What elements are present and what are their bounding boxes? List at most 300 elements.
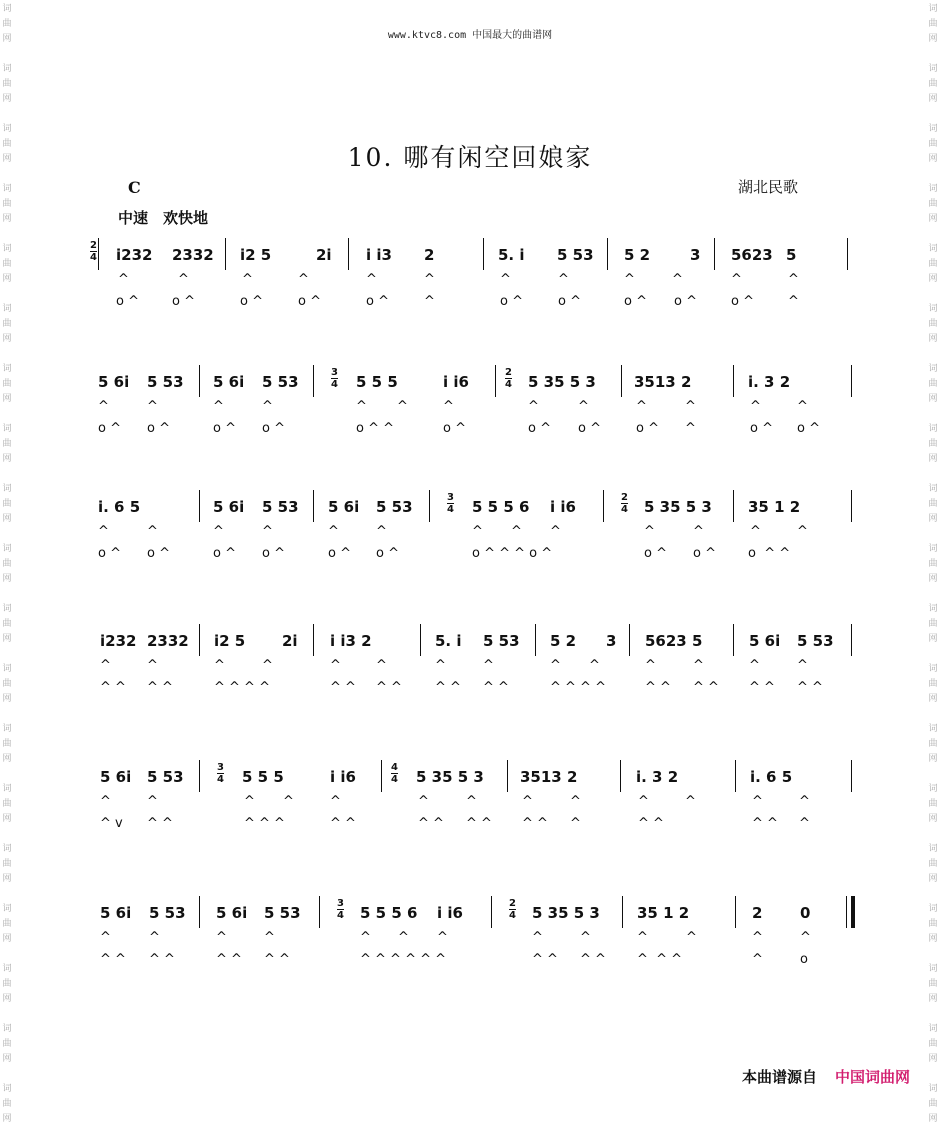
articulation-mark: o ^ <box>213 421 236 436</box>
margin-watermark-char: 网 <box>2 574 12 584</box>
accent-mark: ^ <box>178 272 189 287</box>
note-group: 5 5 5 <box>356 373 398 391</box>
site-header[interactable]: www.ktvc8.com 中国最大的曲谱网 <box>387 30 553 41</box>
accent-mark: ^ <box>472 524 483 539</box>
margin-watermark-char: 曲 <box>2 859 12 869</box>
margin-watermark-char: 词 <box>928 1084 938 1094</box>
margin-watermark-char: 网 <box>2 214 12 224</box>
time-signature <box>331 367 338 390</box>
score-row <box>0 492 940 568</box>
accent-mark: ^ <box>98 399 109 414</box>
note-group: 5 <box>786 246 797 264</box>
time-signature <box>447 492 454 515</box>
margin-watermark-char: 曲 <box>2 499 12 509</box>
margin-watermark-char: 曲 <box>2 619 12 629</box>
accent-mark: ^ <box>100 930 111 945</box>
accent-mark: ^ <box>213 399 224 414</box>
time-signature-denominator: 4 <box>337 910 344 921</box>
articulation-mark: o ^ <box>731 294 754 309</box>
time-signature-denominator: 4 <box>90 252 97 263</box>
accent-mark: ^ <box>589 658 600 673</box>
time-signature <box>509 898 516 921</box>
articulation-mark: ^ <box>570 816 581 831</box>
articulation-mark: o ^ <box>366 294 389 309</box>
articulation-mark: ^ ^ <box>522 816 548 831</box>
accent-mark: ^ <box>330 794 341 809</box>
note-group: i232 <box>116 246 153 264</box>
articulation-mark: ^ ^ ^ ^ ^ ^ <box>360 952 447 967</box>
bar-line <box>735 896 736 928</box>
final-bar-line <box>846 896 847 928</box>
margin-watermark-char: 曲 <box>2 79 12 89</box>
note-group: 2332 <box>172 246 214 264</box>
accent-mark: ^ <box>466 794 477 809</box>
time-signature-numerator: 3 <box>331 367 338 378</box>
accent-mark: ^ <box>624 272 635 287</box>
margin-watermark-char: 网 <box>928 814 938 824</box>
articulation-mark: ^ ^ <box>330 680 356 695</box>
articulation-mark: ^ ^ <box>752 816 778 831</box>
margin-watermark-char: 词 <box>2 724 12 734</box>
accent-mark: ^ <box>214 658 225 673</box>
bar-line <box>733 490 734 522</box>
accent-mark: ^ <box>100 658 111 673</box>
bar-line <box>225 238 226 270</box>
margin-watermark-char: 网 <box>928 454 938 464</box>
note-group: i i6 <box>443 373 469 391</box>
margin-watermark-char: 曲 <box>928 499 938 509</box>
margin-watermark-char: 网 <box>928 34 938 44</box>
accent-mark: ^ <box>147 794 158 809</box>
bar-line <box>199 896 200 928</box>
articulation-mark: ^ <box>752 952 763 967</box>
articulation-mark: ^ ^ <box>532 952 558 967</box>
margin-watermark-char: 词 <box>928 304 938 314</box>
note-group: i i3 2 <box>330 632 372 650</box>
note-group: 5 53 <box>147 373 184 391</box>
bar-line <box>714 238 715 270</box>
bar-line <box>313 624 314 656</box>
margin-watermark-char: 网 <box>928 694 938 704</box>
margin-watermark-char: 曲 <box>928 259 938 269</box>
articulation-mark: ^ ^ <box>330 816 356 831</box>
margin-watermark-char: 曲 <box>928 379 938 389</box>
margin-watermark-char: 词 <box>928 64 938 74</box>
accent-mark: ^ <box>376 524 387 539</box>
articulation-mark: ^ ^ <box>638 816 664 831</box>
articulation-mark: o ^ <box>624 294 647 309</box>
articulation-mark: o ^ <box>644 546 667 561</box>
articulation-mark: o ^ <box>147 546 170 561</box>
margin-watermark-char: 词 <box>2 964 12 974</box>
accent-mark: ^ <box>752 794 763 809</box>
note-group: 0 <box>800 904 811 922</box>
margin-watermark-char: 曲 <box>2 439 12 449</box>
note-group: i. 6 5 <box>750 768 793 786</box>
time-signature-denominator: 4 <box>505 379 512 390</box>
accent-mark: ^ <box>98 524 109 539</box>
bar-line <box>607 238 608 270</box>
accent-mark: ^ <box>149 930 160 945</box>
margin-watermark-char: 词 <box>928 904 938 914</box>
accent-mark: ^ <box>356 399 367 414</box>
margin-watermark-char: 词 <box>2 184 12 194</box>
articulation-mark: o ^ <box>750 421 773 436</box>
bar-line <box>851 760 852 792</box>
margin-watermark-char: 词 <box>928 1024 938 1034</box>
song-title: 10. 哪有闲空回娘家 <box>347 143 593 172</box>
margin-watermark-char: 曲 <box>2 1039 12 1049</box>
margin-watermark-char: 网 <box>2 514 12 524</box>
time-signature <box>217 762 224 785</box>
note-group: 5 6i <box>749 632 781 650</box>
accent-mark: ^ <box>558 272 569 287</box>
articulation-mark: o ^ ^ ^ o ^ <box>472 546 553 561</box>
note-group: 5623 <box>731 246 773 264</box>
accent-mark: ^ <box>693 524 704 539</box>
note-group: 5 53 <box>262 498 299 516</box>
margin-watermark-char: 词 <box>2 904 12 914</box>
note-group: 5 35 5 3 <box>644 498 712 516</box>
margin-watermark-char: 曲 <box>2 919 12 929</box>
bar-line <box>735 760 736 792</box>
note-group: 5 2 <box>624 246 651 264</box>
accent-mark: ^ <box>443 399 454 414</box>
margin-watermark-char: 曲 <box>928 199 938 209</box>
bar-line <box>313 490 314 522</box>
margin-watermark-char: 词 <box>928 544 938 554</box>
articulation-mark: o ^ <box>528 421 551 436</box>
margin-watermark-char: 曲 <box>928 79 938 89</box>
note-group: 5623 5 <box>645 632 703 650</box>
accent-mark: ^ <box>366 272 377 287</box>
margin-watermark-char: 网 <box>2 94 12 104</box>
time-signature <box>505 367 512 390</box>
note-group: 5 35 5 3 <box>532 904 600 922</box>
accent-mark: ^ <box>532 930 543 945</box>
accent-mark: ^ <box>797 399 808 414</box>
bar-line <box>199 760 200 792</box>
margin-watermark-char: 曲 <box>928 19 938 29</box>
margin-watermark-char: 网 <box>2 814 12 824</box>
articulation-mark: ^ ^ ^ <box>637 952 683 967</box>
accent-mark: ^ <box>397 399 408 414</box>
margin-watermark-char: 曲 <box>928 559 938 569</box>
margin-watermark-char: 曲 <box>2 139 12 149</box>
articulation-mark: o ^ <box>240 294 263 309</box>
note-group: 3 <box>690 246 701 264</box>
note-group: 5 53 <box>376 498 413 516</box>
bar-line <box>420 624 421 656</box>
articulation-mark: ^ ^ <box>466 816 492 831</box>
note-group: 35 1 2 <box>748 498 801 516</box>
margin-watermark-char: 曲 <box>2 199 12 209</box>
margin-watermark-char: 词 <box>928 484 938 494</box>
time-signature-denominator: 4 <box>509 910 516 921</box>
articulation-mark: o ^ ^ <box>356 421 395 436</box>
note-group: 35 1 2 <box>637 904 690 922</box>
note-group: 2 <box>424 246 435 264</box>
margin-watermark-char: 网 <box>928 334 938 344</box>
margin-watermark-char: 网 <box>2 334 12 344</box>
note-group: 5 6i <box>213 498 245 516</box>
margin-watermark-char: 网 <box>2 1114 12 1124</box>
accent-mark: ^ <box>147 399 158 414</box>
time-signature-numerator: 4 <box>391 762 398 773</box>
articulation-mark: o ^ <box>376 546 399 561</box>
margin-watermark-char: 词 <box>2 544 12 554</box>
note-group: 3513 2 <box>520 768 578 786</box>
margin-watermark-char: 曲 <box>928 799 938 809</box>
note-group: 5 35 5 3 <box>416 768 484 786</box>
note-group: 5 2 <box>550 632 577 650</box>
articulation-mark: o ^ <box>262 546 285 561</box>
accent-mark: ^ <box>213 524 224 539</box>
articulation-mark: ^ ^ <box>216 952 242 967</box>
accent-mark: ^ <box>330 658 341 673</box>
margin-watermark-char: 网 <box>2 874 12 884</box>
accent-mark: ^ <box>788 272 799 287</box>
note-group: 5 6i <box>216 904 248 922</box>
note-group: i. 3 2 <box>636 768 679 786</box>
articulation-mark: o ^ <box>578 421 601 436</box>
bar-line <box>851 490 852 522</box>
accent-mark: ^ <box>500 272 511 287</box>
note-group: 5. i <box>435 632 462 650</box>
margin-watermark-char: 曲 <box>928 919 938 929</box>
bar-line <box>319 896 320 928</box>
score-row <box>0 240 940 316</box>
accent-mark: ^ <box>550 524 561 539</box>
bar-line <box>535 624 536 656</box>
score-row <box>0 632 940 702</box>
margin-watermark-char: 网 <box>928 274 938 284</box>
articulation-mark: ^ ^ <box>100 952 126 967</box>
accent-mark: ^ <box>686 930 697 945</box>
margin-watermark-char: 网 <box>2 694 12 704</box>
margin-watermark-char: 词 <box>928 364 938 374</box>
accent-mark: ^ <box>437 930 448 945</box>
articulation-mark: o ^ <box>98 546 121 561</box>
accent-mark: ^ <box>262 399 273 414</box>
time-signature-numerator: 2 <box>509 898 516 909</box>
time-signature-denominator: 4 <box>621 504 628 515</box>
score-row <box>0 898 940 974</box>
articulation-mark: o ^ ^ <box>748 546 791 561</box>
margin-watermark-char: 词 <box>928 844 938 854</box>
bar-line <box>507 760 508 792</box>
margin-watermark-char: 曲 <box>928 319 938 329</box>
articulation-mark: o ^ <box>500 294 523 309</box>
note-group: 5 6i <box>98 373 130 391</box>
margin-watermark-char: 曲 <box>2 259 12 269</box>
accent-mark: ^ <box>424 272 435 287</box>
margin-watermark-char: 词 <box>2 4 12 14</box>
margin-watermark-char: 网 <box>928 874 938 884</box>
articulation-mark: o ^ <box>443 421 466 436</box>
margin-watermark-char: 曲 <box>928 859 938 869</box>
articulation-mark: o ^ <box>172 294 195 309</box>
accent-mark: ^ <box>242 272 253 287</box>
articulation-mark: ^ ^ <box>645 680 671 695</box>
articulation-mark: o ^ <box>797 421 820 436</box>
note-group: 5 5 5 6 <box>472 498 530 516</box>
articulation-mark: o ^ <box>298 294 321 309</box>
margin-watermark-char: 词 <box>928 184 938 194</box>
accent-mark: ^ <box>799 794 810 809</box>
note-group: 5 53 <box>264 904 301 922</box>
margin-watermark-char: 曲 <box>2 799 12 809</box>
note-group: 2i <box>282 632 298 650</box>
accent-mark: ^ <box>693 658 704 673</box>
note-group: 2332 <box>147 632 189 650</box>
source-note: 湖北民歌 <box>738 178 799 196</box>
time-signature-numerator: 3 <box>337 898 344 909</box>
bar-line <box>620 760 621 792</box>
margin-watermark-char: 词 <box>928 424 938 434</box>
accent-mark: ^ <box>731 272 742 287</box>
margin-watermark-char: 词 <box>928 604 938 614</box>
accent-mark: ^ <box>749 658 760 673</box>
bar-line <box>429 490 430 522</box>
margin-watermark-char: 曲 <box>928 439 938 449</box>
articulation-mark: ^ ^ <box>100 680 126 695</box>
articulation-mark: o ^ <box>636 421 659 436</box>
accent-mark: ^ <box>398 930 409 945</box>
accent-mark: ^ <box>100 794 111 809</box>
margin-watermark-char: 词 <box>2 244 12 254</box>
articulation-mark: ^ ^ <box>797 680 823 695</box>
bar-line <box>629 624 630 656</box>
articulation-mark: ^ ^ <box>580 952 606 967</box>
accent-mark: ^ <box>570 794 581 809</box>
margin-watermark-char: 词 <box>2 124 12 134</box>
bar-line <box>733 365 734 397</box>
accent-mark: ^ <box>418 794 429 809</box>
margin-watermark-char: 网 <box>928 154 938 164</box>
accent-mark: ^ <box>244 794 255 809</box>
bar-line <box>847 238 848 270</box>
margin-watermark-char: 词 <box>2 64 12 74</box>
articulation-mark: ^ ^ <box>147 680 173 695</box>
margin-watermark-char: 网 <box>928 1054 938 1064</box>
footer-brand-link[interactable]: 中国词曲网 <box>834 1068 910 1086</box>
articulation-mark: ^ <box>685 421 696 436</box>
accent-mark: ^ <box>511 524 522 539</box>
margin-watermark-char: 网 <box>928 514 938 524</box>
margin-watermark-char: 曲 <box>928 1099 938 1109</box>
bar-line <box>495 365 496 397</box>
margin-watermark-char: 网 <box>928 634 938 644</box>
margin-watermark-char: 词 <box>2 844 12 854</box>
articulation-mark: o ^ <box>262 421 285 436</box>
articulation-mark: ^ ^ <box>376 680 402 695</box>
accent-mark: ^ <box>638 794 649 809</box>
note-group: i2 5 <box>240 246 272 264</box>
time-signature-numerator: 3 <box>217 762 224 773</box>
margin-watermark-char: 曲 <box>2 679 12 689</box>
bar-line <box>603 490 604 522</box>
margin-watermark-char: 曲 <box>928 1039 938 1049</box>
margin-watermark-char: 网 <box>928 214 938 224</box>
articulation-mark: o ^ <box>98 421 121 436</box>
bar-line <box>199 365 200 397</box>
note-group: i. 3 2 <box>748 373 791 391</box>
margin-watermark-char: 网 <box>928 1114 938 1124</box>
margin-watermark-char: 曲 <box>928 979 938 989</box>
accent-mark: ^ <box>685 399 696 414</box>
accent-mark: ^ <box>797 658 808 673</box>
note-group: i2 5 <box>214 632 246 650</box>
note-group: 5 6i <box>100 768 132 786</box>
articulation-mark: o ^ <box>328 546 351 561</box>
margin-watermark-char: 词 <box>928 784 938 794</box>
margin-watermark-char: 词 <box>2 304 12 314</box>
note-group: 5 6i <box>100 904 132 922</box>
margin-watermark-char: 网 <box>2 274 12 284</box>
articulation-mark: ^ v <box>100 816 123 831</box>
accent-mark: ^ <box>580 930 591 945</box>
margin-watermark-char: 网 <box>2 1054 12 1064</box>
articulation-mark: ^ ^ <box>147 816 173 831</box>
time-signature <box>90 240 97 263</box>
articulation-mark: ^ <box>799 816 810 831</box>
articulation-mark: ^ ^ ^ ^ <box>214 680 270 695</box>
time-signature <box>621 492 628 515</box>
bar-line <box>491 896 492 928</box>
articulation-mark: ^ ^ <box>483 680 509 695</box>
accent-mark: ^ <box>645 658 656 673</box>
accent-mark: ^ <box>550 658 561 673</box>
bar-line <box>851 624 852 656</box>
margin-watermark-char: 词 <box>928 664 938 674</box>
accent-mark: ^ <box>435 658 446 673</box>
note-group: 5 6i <box>328 498 360 516</box>
score-row <box>0 762 940 838</box>
note-group: i i6 <box>330 768 356 786</box>
note-group: i i3 <box>366 246 392 264</box>
accent-mark: ^ <box>216 930 227 945</box>
note-group: 5 5 5 6 <box>360 904 418 922</box>
margin-watermark-char: 词 <box>2 484 12 494</box>
articulation-mark: o ^ <box>674 294 697 309</box>
time-signature <box>391 762 398 785</box>
margin-watermark-char: 词 <box>928 964 938 974</box>
bar-line <box>851 365 852 397</box>
bar-line <box>621 365 622 397</box>
articulation-mark: o ^ <box>213 546 236 561</box>
margin-watermark-char: 网 <box>2 994 12 1004</box>
bar-line <box>483 238 484 270</box>
note-group: i. 6 5 <box>98 498 141 516</box>
articulation-mark: o ^ <box>147 421 170 436</box>
articulation-mark: o <box>800 952 808 967</box>
margin-watermark-char: 词 <box>2 1024 12 1034</box>
note-group: i232 <box>100 632 137 650</box>
time-signature-denominator: 4 <box>331 379 338 390</box>
note-group: i i6 <box>550 498 576 516</box>
margin-watermark-char: 词 <box>928 4 938 14</box>
accent-mark: ^ <box>800 930 811 945</box>
note-group: 5 53 <box>149 904 186 922</box>
accent-mark: ^ <box>262 658 273 673</box>
note-group: 5 53 <box>262 373 299 391</box>
articulation-mark: ^ ^ <box>149 952 175 967</box>
margin-watermark-char: 网 <box>928 754 938 764</box>
accent-mark: ^ <box>636 399 647 414</box>
margin-watermark-char: 网 <box>2 394 12 404</box>
margin-watermark-char: 网 <box>2 454 12 464</box>
